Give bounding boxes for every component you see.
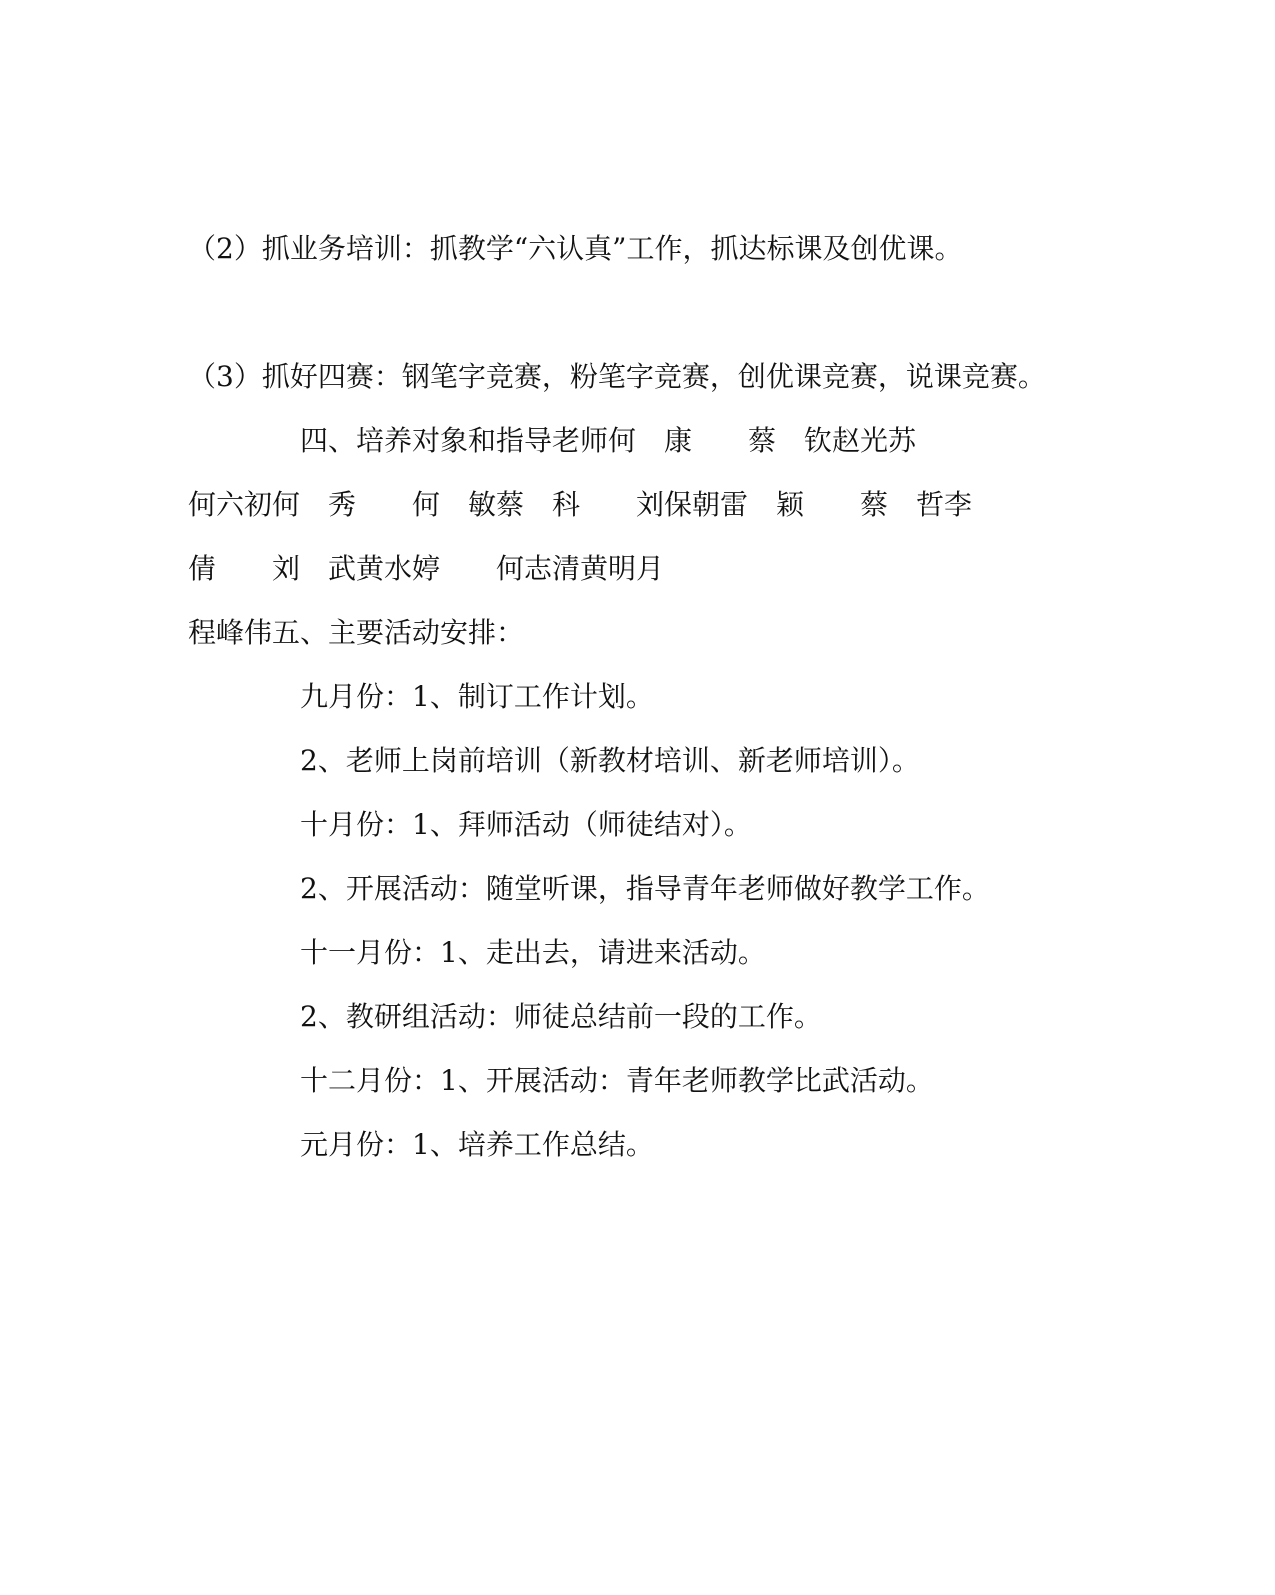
text-line-october: 十月份：1、拜师活动（师徒结对）。 [300, 808, 752, 841]
text-line-september-2: 2、老师上岗前培训（新教材培训、新老师培训）。 [300, 744, 920, 777]
text-line-january: 元月份：1、培养工作总结。 [300, 1128, 654, 1161]
text-line-september: 九月份：1、制订工作计划。 [300, 680, 654, 713]
text-line-december: 十二月份：1、开展活动：青年老师教学比武活动。 [300, 1064, 934, 1097]
text-line-names-1: 何六初何 秀 何 敏蔡 科 刘保朝雷 颖 蔡 哲李 [188, 488, 973, 521]
text-line-november: 十一月份：1、走出去，请进来活动。 [300, 936, 766, 969]
text-line-names-2: 倩 刘 武黄水婷 何志清黄明月 [188, 552, 665, 585]
text-line-four-competitions: （3）抓好四赛：钢笔字竞赛，粉笔字竞赛，创优课竞赛，说课竞赛。 [188, 360, 1046, 393]
text-line-october-2: 2、开展活动：随堂听课，指导青年老师做好教学工作。 [300, 872, 990, 905]
text-line-training: （2）抓业务培训：抓教学“六认真”工作，抓达标课及创优课。 [188, 232, 963, 265]
text-line-section-five-heading: 程峰伟五、主要活动安排： [188, 616, 525, 649]
text-line-november-2: 2、教研组活动：师徒总结前一段的工作。 [300, 1000, 822, 1033]
text-line-section-four-heading: 四、培养对象和指导老师何 康 蔡 钦赵光苏 [300, 424, 917, 457]
